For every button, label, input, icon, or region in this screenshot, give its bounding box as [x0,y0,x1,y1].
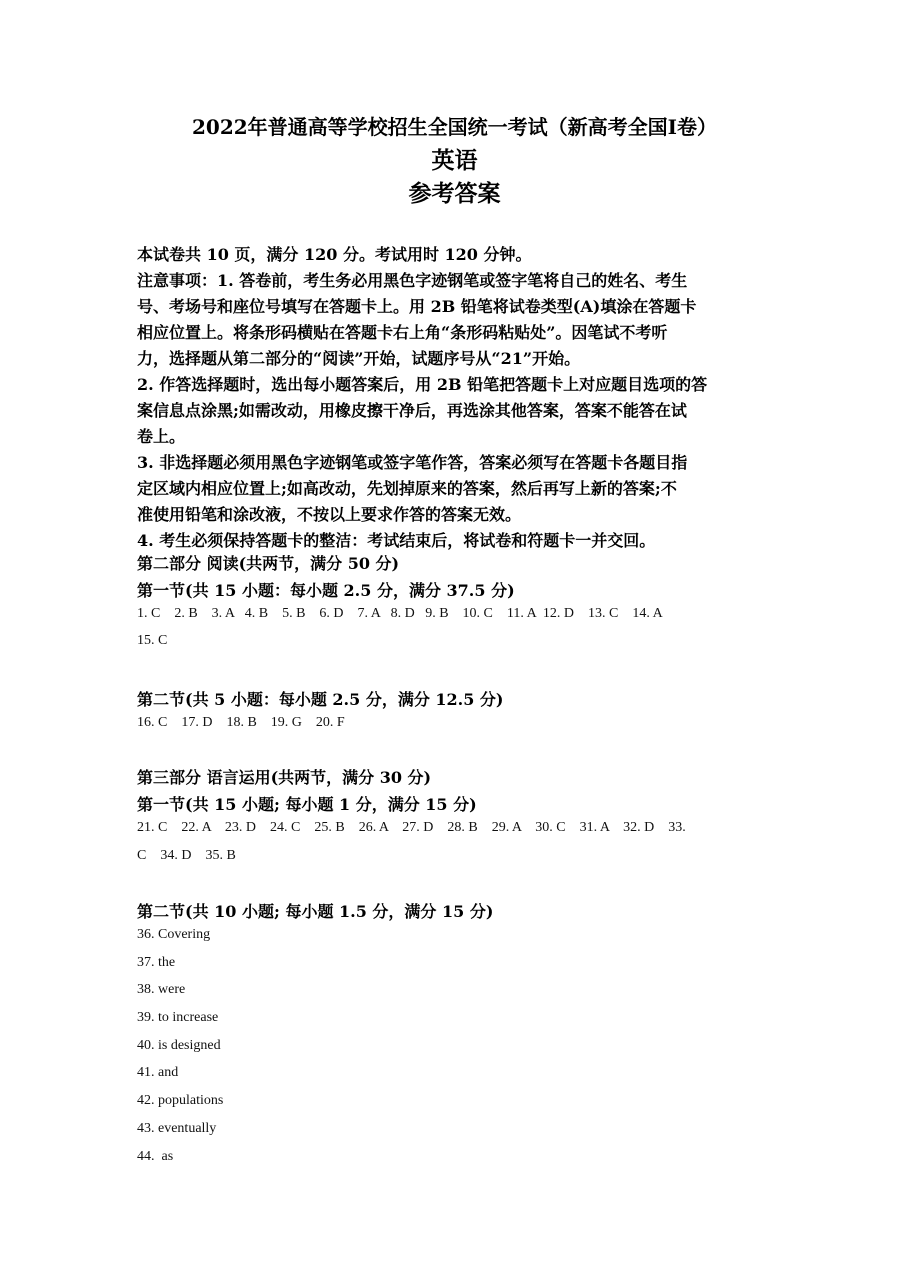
instruction-line: 4. 考生必须保持答题卡的整洁：考试结束后，将试卷和符题卡一并交回。 [137,531,656,550]
part3-section1-answers-line1: 21. C 22. A 23. D 24. C 25. B 26. A 27. D 28. B 29. A 30. C 31. A 32. D 33. [137,820,686,835]
part3-section1-heading: 第一节(共 15 小题; 每小题 1 分，满分 15 分) [137,795,477,814]
subject-title: 英语 [431,147,478,174]
instruction-line: 注意事项：1. 答卷前，考生务必用黑色字迹钢笔或签字笔将自己的姓名、考生 [137,271,688,290]
instruction-line: 案信息点涂黑;如需改动，用橡皮擦干净后，再选涂其他答案，答案不能答在试 [137,401,687,420]
part3-section1-answers-line2: C 34. D 35. B [137,848,236,863]
part2-section2-answers: 16. C 17. D 18. B 19. G 20. F [137,715,345,730]
instruction-line: 本试卷共 10 页，满分 120 分。考试用时 120 分钟。 [137,245,532,264]
list-item: 39. to increase [137,1010,219,1026]
list-item: 36. Covering [137,927,211,942]
instruction-line: 2. 作答选择题时，选出每小题答案后，用 2B 铅笔把答题卡上对应题目选项的答 [137,375,708,394]
part3-section2-answer-list [137,924,223,1173]
exam-instructions [137,242,787,554]
part3-section2-heading: 第二节(共 10 小题; 每小题 1.5 分，满分 15 分) [137,902,494,921]
instruction-line: 准使用铅笔和涂改液，不按以上要求作答的答案无效。 [137,505,522,524]
exam-title: 2022年普通高等学校招生全国统一考试（新高考全国Ⅰ卷） [191,115,718,139]
list-item: 43. eventually [137,1120,217,1136]
list-item: 42. populations [137,1093,224,1109]
doc-type-title: 参考答案 [408,180,501,207]
part2-section2-heading: 第二节(共 5 小题：每小题 2.5 分，满分 12.5 分) [137,690,504,709]
list-item: 41. and [137,1065,179,1081]
part2-section1-answers-line1: 1. C 2. B 3. A 4. B 5. B 6. D 7. A 8. D 9. B 10. C 11. A 12. D 13. C 14. A [137,606,663,621]
part2-section1-heading: 第一节(共 15 小题：每小题 2.5 分，满分 37.5 分) [137,581,515,600]
list-item: 40. is designed [137,1037,221,1053]
part2-section1-answers-line2: 15. C [137,633,168,648]
instruction-line: 定区域内相应位置上;如高改动，先划掉原来的答案，然后再写上新的答案;不 [137,479,677,498]
instruction-line: 相应位置上。将条形码横贴在答题卡右上角“条形码粘贴处”。因笔试不考听 [137,323,668,342]
instruction-line: 力，选择题从第二部分的“阅读”开始，试题序号从“21”开始。 [137,349,581,368]
part3-heading: 第三部分 语言运用(共两节，满分 30 分) [137,768,432,787]
instruction-line: 3. 非选择题必须用黑色字迹钢笔或签字笔作答，答案必须写在答题卡各题目指 [137,453,688,472]
list-item: 38. were [137,982,186,998]
part2-heading: 第二部分 阅读(共两节，满分 50 分) [137,554,400,573]
instruction-line: 号、考场号和座位号填写在答题卡上。用 2B 铅笔将试卷类型(A)填涂在答题卡 [137,297,697,316]
list-item: 37. the [137,954,176,970]
instruction-line: 卷上。 [137,427,186,446]
list-item: 44. as [137,1148,174,1164]
